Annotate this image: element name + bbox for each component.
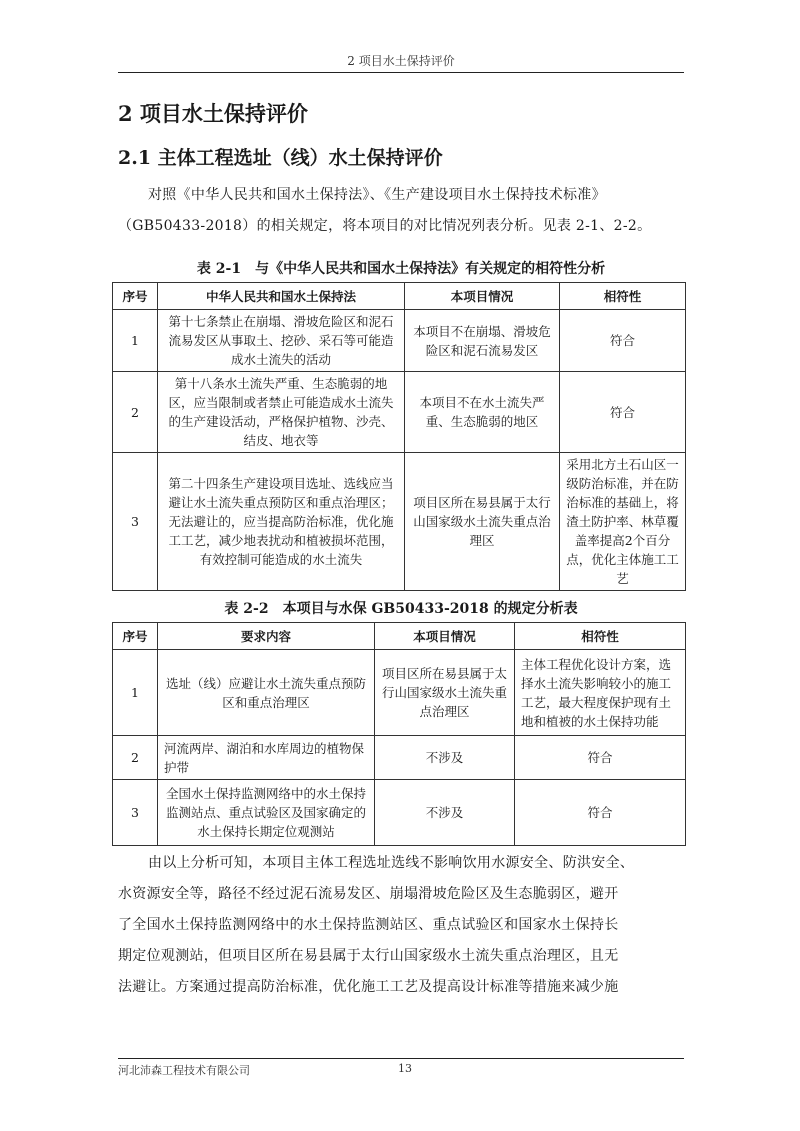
table1-header-cell: 序号 bbox=[113, 283, 158, 310]
conclusion-line: 水资源安全等，路径不经过泥石流易发区、崩塌滑坡危险区及生态脆弱区，避开 bbox=[118, 886, 619, 902]
intro-paragraph bbox=[118, 180, 684, 242]
table-cell: 不涉及 bbox=[375, 736, 515, 780]
table1-header-cell: 本项目情况 bbox=[405, 283, 560, 310]
table-cell: 符合 bbox=[515, 780, 686, 846]
table1 bbox=[112, 282, 686, 591]
table1-header-cell: 中华人民共和国水土保持法 bbox=[158, 283, 405, 310]
conclusion-paragraph bbox=[118, 848, 684, 1003]
table2-header-row bbox=[113, 623, 686, 650]
table-row bbox=[113, 372, 686, 453]
table-cell: 第十八条水土流失严重、生态脆弱的地区，应当限制或者禁止可能造成水土流失的生产建设活动，严格保护植物、沙壳、结皮、地衣等 bbox=[158, 372, 405, 453]
table1-caption: 表 2-1 与《中华人民共和国水土保持法》有关规定的相符性分析 bbox=[196, 261, 606, 277]
table2-header-cell: 相符性 bbox=[515, 623, 686, 650]
table-row bbox=[113, 453, 686, 591]
table2-header-cell: 本项目情况 bbox=[375, 623, 515, 650]
table-cell: 项目区所在易县属于太行山国家级水土流失重点治理区 bbox=[375, 650, 515, 736]
conclusion-line: 法避让。方案通过提高防治标准，优化施工工艺及提高设计标准等措施来减少施 bbox=[118, 979, 619, 995]
table1-header-cell: 相符性 bbox=[560, 283, 686, 310]
table-cell: 3 bbox=[113, 780, 158, 846]
table2-caption: 表 2-2 本项目与水保 GB50433-2018 的规定分析表 bbox=[224, 601, 578, 617]
running-header: 2 项目水土保持评价 bbox=[347, 54, 455, 68]
table-cell: 河流两岸、湖泊和水库周边的植物保护带 bbox=[158, 736, 375, 780]
header-rule bbox=[118, 72, 684, 73]
chapter-heading: 2 项目水土保持评价 bbox=[118, 101, 308, 126]
conclusion-line: 由以上分析可知，本项目主体工程选址选线不影响饮用水源安全、防洪安全、 bbox=[148, 855, 635, 871]
table-cell: 1 bbox=[113, 650, 158, 736]
table-cell: 第二十四条生产建设项目选址、选线应当避让水土流失重点预防区和重点治理区；无法避让的，应当提高防治标准，优化施工工艺，减少地表扰动和植被损坏范围，有效控制可能造成的水土流失 bbox=[158, 453, 405, 591]
intro-line-1: 对照《中华人民共和国水土保持法》、《生产建设项目水土保持技术标准》 bbox=[148, 187, 606, 203]
table2-header-cell: 要求内容 bbox=[158, 623, 375, 650]
footer-company: 河北沛森工程技术有限公司 bbox=[118, 1064, 250, 1077]
table1-header-row bbox=[113, 283, 686, 310]
table-cell: 全国水土保持监测网络中的水土保持监测站点、重点试验区及国家确定的水土保持长期定位观测站 bbox=[158, 780, 375, 846]
intro-line-2: （GB50433-2018）的相关规定，将本项目的对比情况列表分析。见表 2-1、2-2。 bbox=[118, 218, 652, 234]
table-cell: 符合 bbox=[560, 372, 686, 453]
table-cell: 符合 bbox=[515, 736, 686, 780]
table-cell: 1 bbox=[113, 310, 158, 372]
table-cell: 2 bbox=[113, 372, 158, 453]
table-row bbox=[113, 736, 686, 780]
footer-rule bbox=[118, 1058, 684, 1059]
table-cell: 2 bbox=[113, 736, 158, 780]
table2-header-cell: 序号 bbox=[113, 623, 158, 650]
table-row bbox=[113, 650, 686, 736]
conclusion-line: 期定位观测站，但项目区所在易县属于太行山国家级水土流失重点治理区，且无 bbox=[118, 948, 619, 964]
table-cell: 不涉及 bbox=[375, 780, 515, 846]
conclusion-line: 了全国水土保持监测网络中的水土保持监测站区、重点试验区和国家水土保持长 bbox=[118, 917, 619, 933]
table-cell: 选址（线）应避让水土流失重点预防区和重点治理区 bbox=[158, 650, 375, 736]
page-number: 13 bbox=[398, 1062, 412, 1075]
table-cell: 采用北方土石山区一级防治标准，并在防治标准的基础上，将渣土防护率、林草覆盖率提高2个百分点，优化主体施工工艺 bbox=[560, 453, 686, 591]
table-row bbox=[113, 780, 686, 846]
section-heading: 2.1 主体工程选址（线）水土保持评价 bbox=[118, 147, 443, 169]
table-cell: 符合 bbox=[560, 310, 686, 372]
table-cell: 本项目不在崩塌、滑坡危险区和泥石流易发区 bbox=[405, 310, 560, 372]
table2 bbox=[112, 622, 686, 846]
table-cell: 第十七条禁止在崩塌、滑坡危险区和泥石流易发区从事取土、挖砂、采石等可能造成水土流失的活动 bbox=[158, 310, 405, 372]
table-cell: 3 bbox=[113, 453, 158, 591]
table-cell: 本项目不在水土流失严重、生态脆弱的地区 bbox=[405, 372, 560, 453]
table-cell: 项目区所在易县属于太行山国家级水土流失重点治理区 bbox=[405, 453, 560, 591]
table-cell: 主体工程优化设计方案，选择水土流失影响较小的施工工艺，最大程度保护现有土地和植被的水土保持功能 bbox=[515, 650, 686, 736]
table-row bbox=[113, 310, 686, 372]
